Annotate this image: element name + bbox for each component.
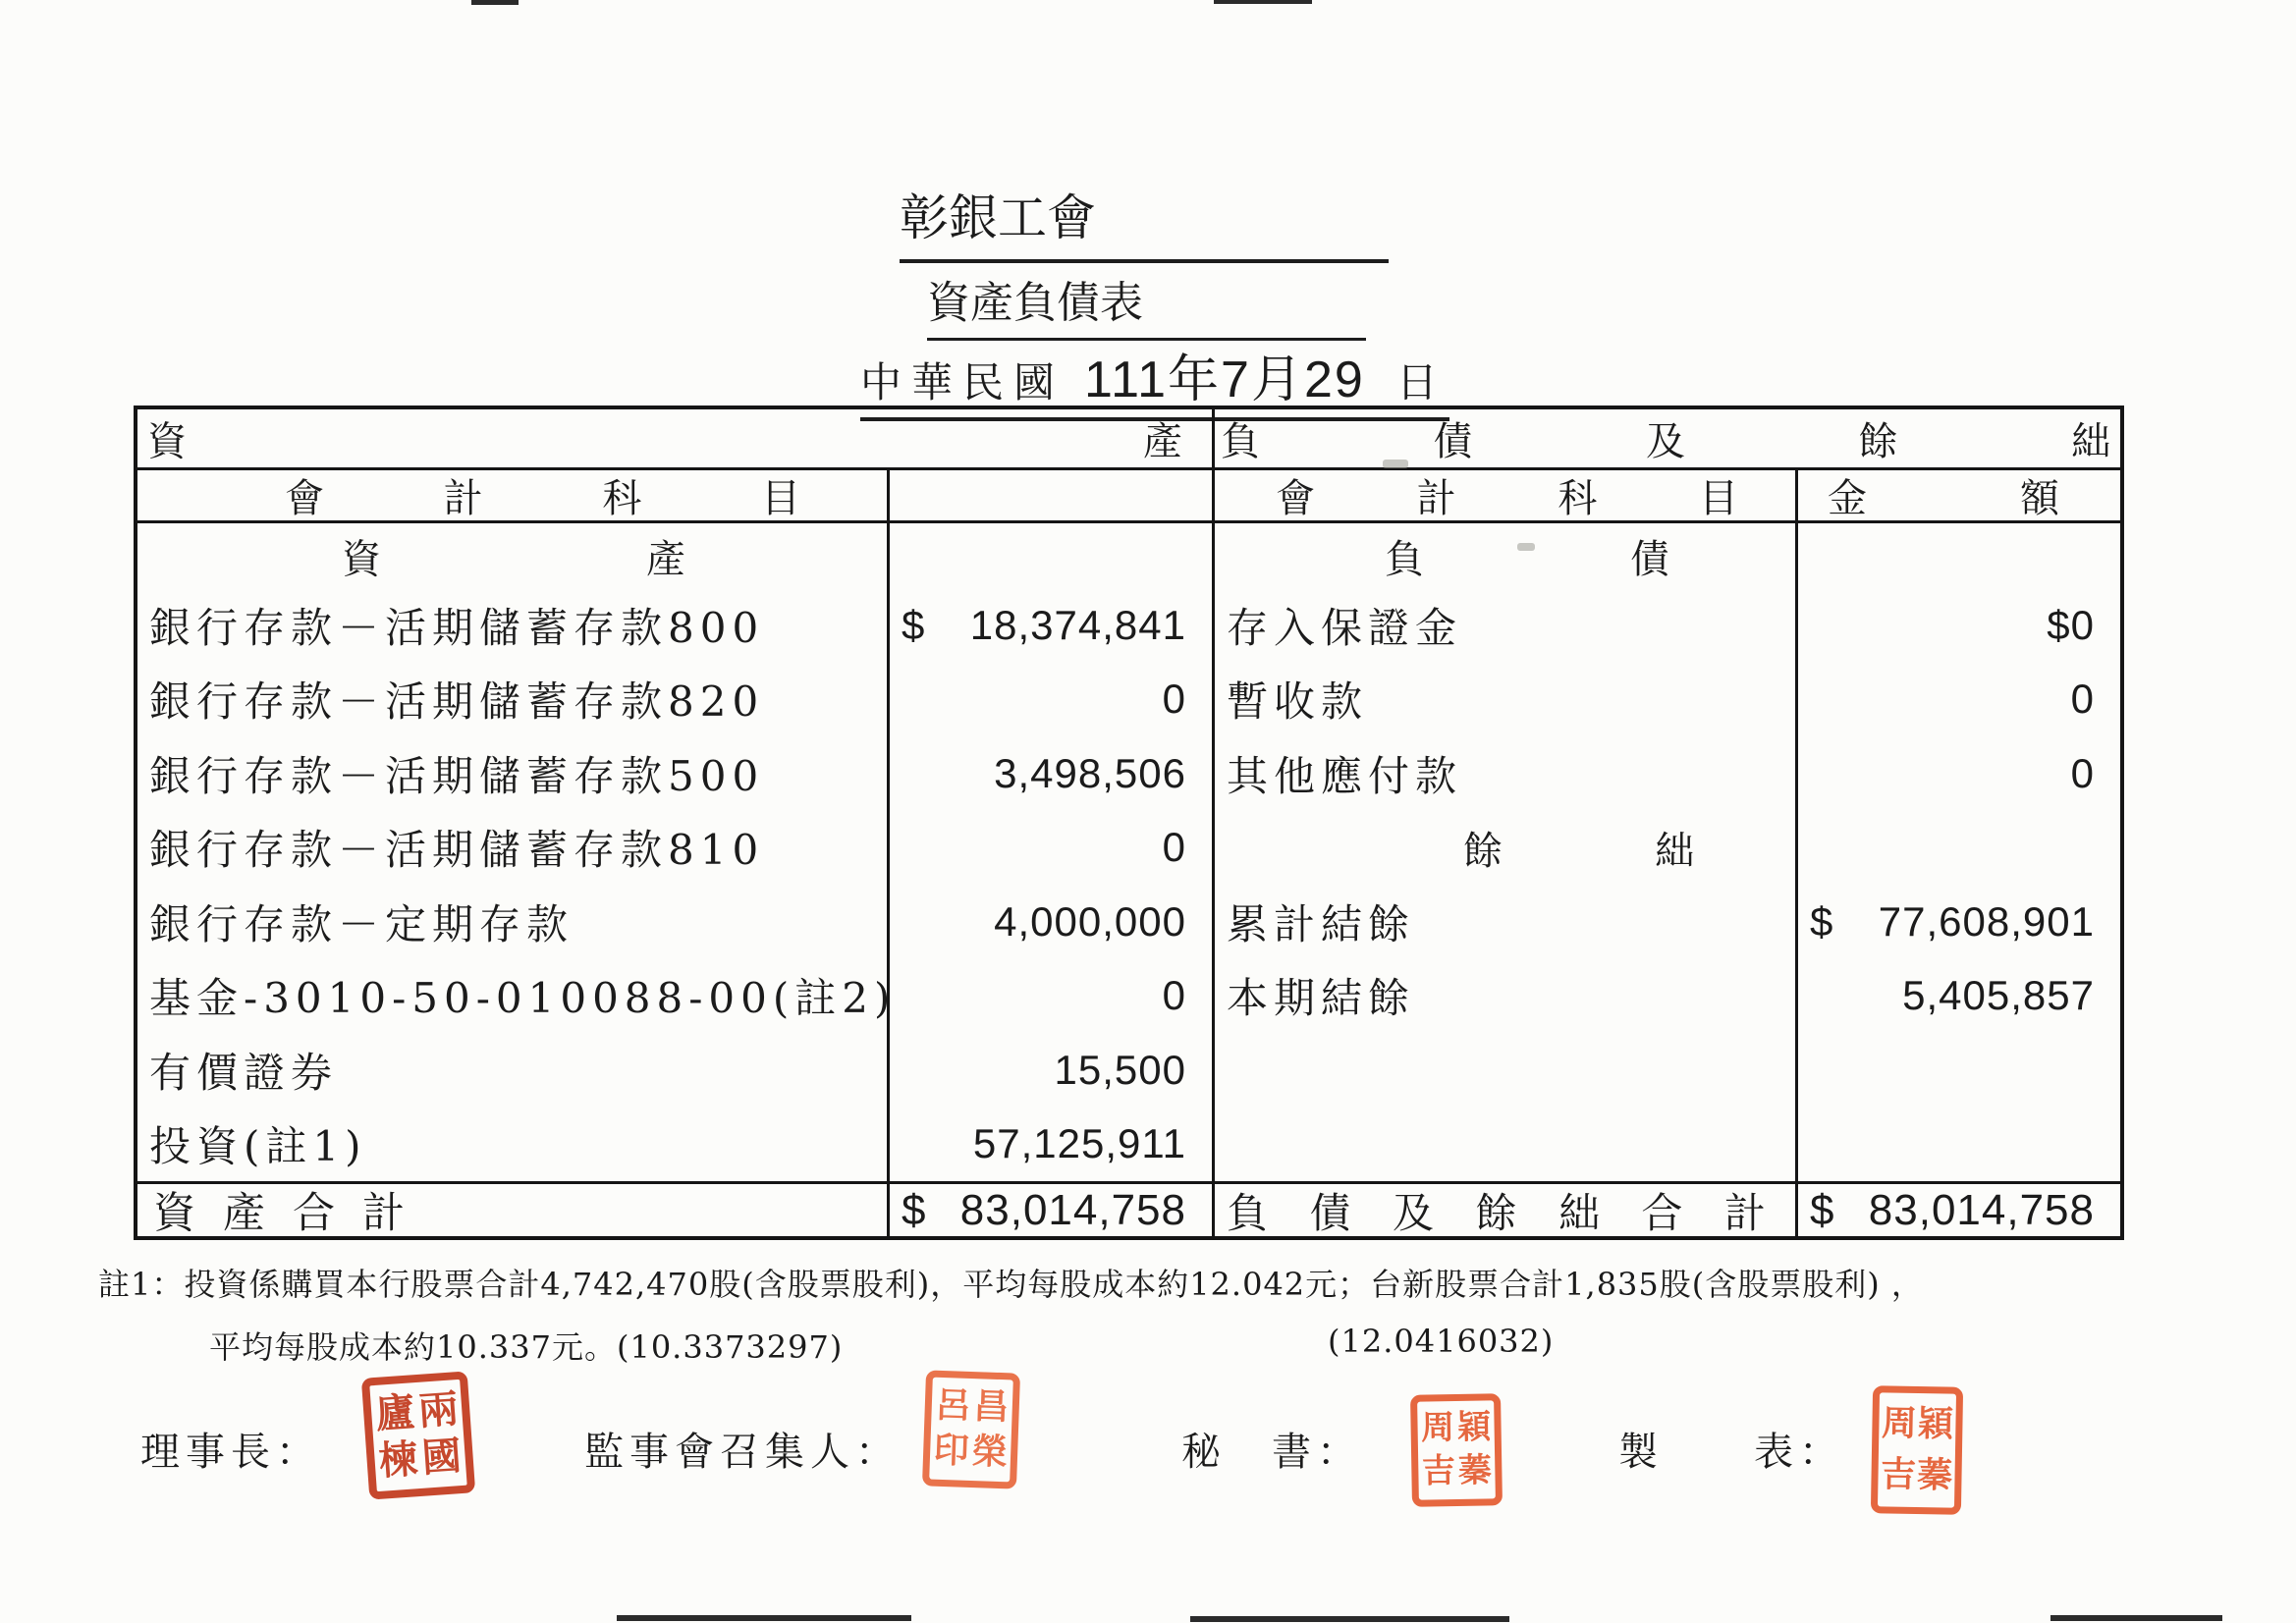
asset-row-label: 銀行存款－定期存款 [137, 885, 890, 959]
surplus-section-label: 餘 絀 [1215, 811, 1798, 886]
chairman-label: 理事長： [140, 1430, 321, 1475]
date-day-char: 日 [1395, 358, 1438, 406]
amount-value: 83,014,758 [959, 1185, 1186, 1234]
liability-row-amount [1798, 811, 2120, 886]
scan-artifact [617, 1615, 911, 1621]
liabilities-total-amount [1798, 1181, 2120, 1236]
asset-row-label: 銀行存款－活期儲蓄存款500 [137, 736, 890, 811]
asset-row-amount: $ 18,374,841 [890, 588, 1215, 663]
preparer-seal-stamp: 穎 周 蓁 吉 [1871, 1385, 1963, 1515]
preparer-label: 製 表： [1618, 1430, 1844, 1475]
asset-row-label: 有價證券 [137, 1033, 890, 1108]
account-title-header-left: 會 計 科 目 [137, 470, 890, 523]
liability-row-amount: $0 [2047, 601, 2095, 648]
asset-row-label: 投資(註1) [137, 1108, 890, 1182]
scan-artifact [1214, 0, 1312, 4]
asset-row-amount: 3,498,506 [890, 736, 1215, 811]
liabilities-total-label: 負 債 及 餘 絀 合 計 [1215, 1181, 1798, 1236]
liability-row-amount [1798, 1108, 2120, 1182]
assets-total-label: 資產合計 [137, 1181, 890, 1236]
secretary-seal-stamp: 穎 周 蓁 吉 [1410, 1393, 1503, 1507]
supervisory-convener-seal-stamp: 昌 呂 榮 印 [922, 1370, 1020, 1488]
currency-symbol: $ [902, 1185, 927, 1234]
liability-row-amount: 5,405,857 [1902, 972, 2095, 1019]
liability-row-label: 本期結餘 [1215, 959, 1798, 1034]
assets-total-amount [890, 1181, 1215, 1236]
account-title-header-right: 會 計 科 目 [1215, 470, 1798, 523]
chairman-seal-stamp: 兩 廬 國 楝 [361, 1371, 475, 1499]
date-stamp: 111年7月29 [1084, 352, 1365, 408]
doc-title: 資產負債表 [927, 267, 1366, 341]
asset-row-amount: 0 [890, 663, 1215, 737]
assets-section-label: 資 產 [137, 523, 890, 588]
liability-row-amount: 0 [2070, 749, 2095, 796]
scan-artifact [1383, 460, 1408, 468]
org-title: 彰銀工會 [900, 179, 1389, 263]
liabilities-section-label: 負 債 [1215, 523, 1798, 588]
liability-row-amount: 0 [2070, 676, 2095, 723]
liability-row-label: 其他應付款 [1215, 736, 1798, 811]
asset-row-label: 銀行存款－活期儲蓄存款810 [137, 811, 890, 886]
asset-row-amount: 15,500 [890, 1033, 1215, 1108]
scan-artifact [1190, 1616, 1509, 1622]
liability-row-amount: $ 77,608,901 [1810, 897, 2095, 945]
amount-header-left-empty [890, 470, 1215, 523]
amount-header-right: 金 額 [1798, 470, 2120, 523]
scan-artifact [2050, 1615, 2222, 1621]
asset-row-amount: 0 [890, 959, 1215, 1034]
scan-artifact [471, 0, 519, 5]
scan-artifact [1517, 543, 1535, 551]
currency-symbol: $ [1810, 1185, 1835, 1234]
assets-side-header: 資 產 [137, 409, 1215, 470]
empty-cell [1798, 523, 2120, 588]
balance-sheet-table [134, 406, 2124, 1240]
asset-row-amount: 0 [890, 811, 1215, 886]
asset-row-label: 銀行存款－活期儲蓄存款800 [137, 588, 890, 663]
footnote-line2-right: (12.0416032) [1328, 1323, 1555, 1360]
footnote-line2: 平均每股成本約10.337元。(10.3373297) [209, 1328, 844, 1366]
liability-row-label: 存入保證金 [1215, 588, 1798, 663]
empty-cell [890, 523, 1215, 588]
amount-value: 83,014,758 [1868, 1185, 2095, 1234]
liability-row-amount [1798, 1033, 2120, 1108]
liabilities-side-header: 負 債 及 餘 絀 [1215, 409, 2120, 470]
secretary-label: 秘 書： [1181, 1430, 1362, 1475]
liability-row-label: 累計結餘 [1215, 885, 1798, 959]
liability-row-label [1215, 1108, 1798, 1182]
asset-row-amount: 4,000,000 [890, 885, 1215, 959]
footnote-line1: 註1：投資係購買本行股票合計4,742,470股(含股票股利)，平均每股成本約12.042元；台新股票合計1,835股(含股票股利) ， [98, 1266, 1924, 1303]
asset-row-label: 基金-3010-50-010088-00(註2) [137, 959, 890, 1034]
date-era-text: 中華民國 [860, 358, 1066, 406]
asset-row-amount: 57,125,911 [890, 1108, 1215, 1182]
liability-row-label: 暫收款 [1215, 663, 1798, 737]
asset-row-label: 銀行存款－活期儲蓄存款820 [137, 663, 890, 737]
supervisory-convener-label: 監事會召集人： [584, 1430, 901, 1475]
liability-row-label [1215, 1033, 1798, 1108]
